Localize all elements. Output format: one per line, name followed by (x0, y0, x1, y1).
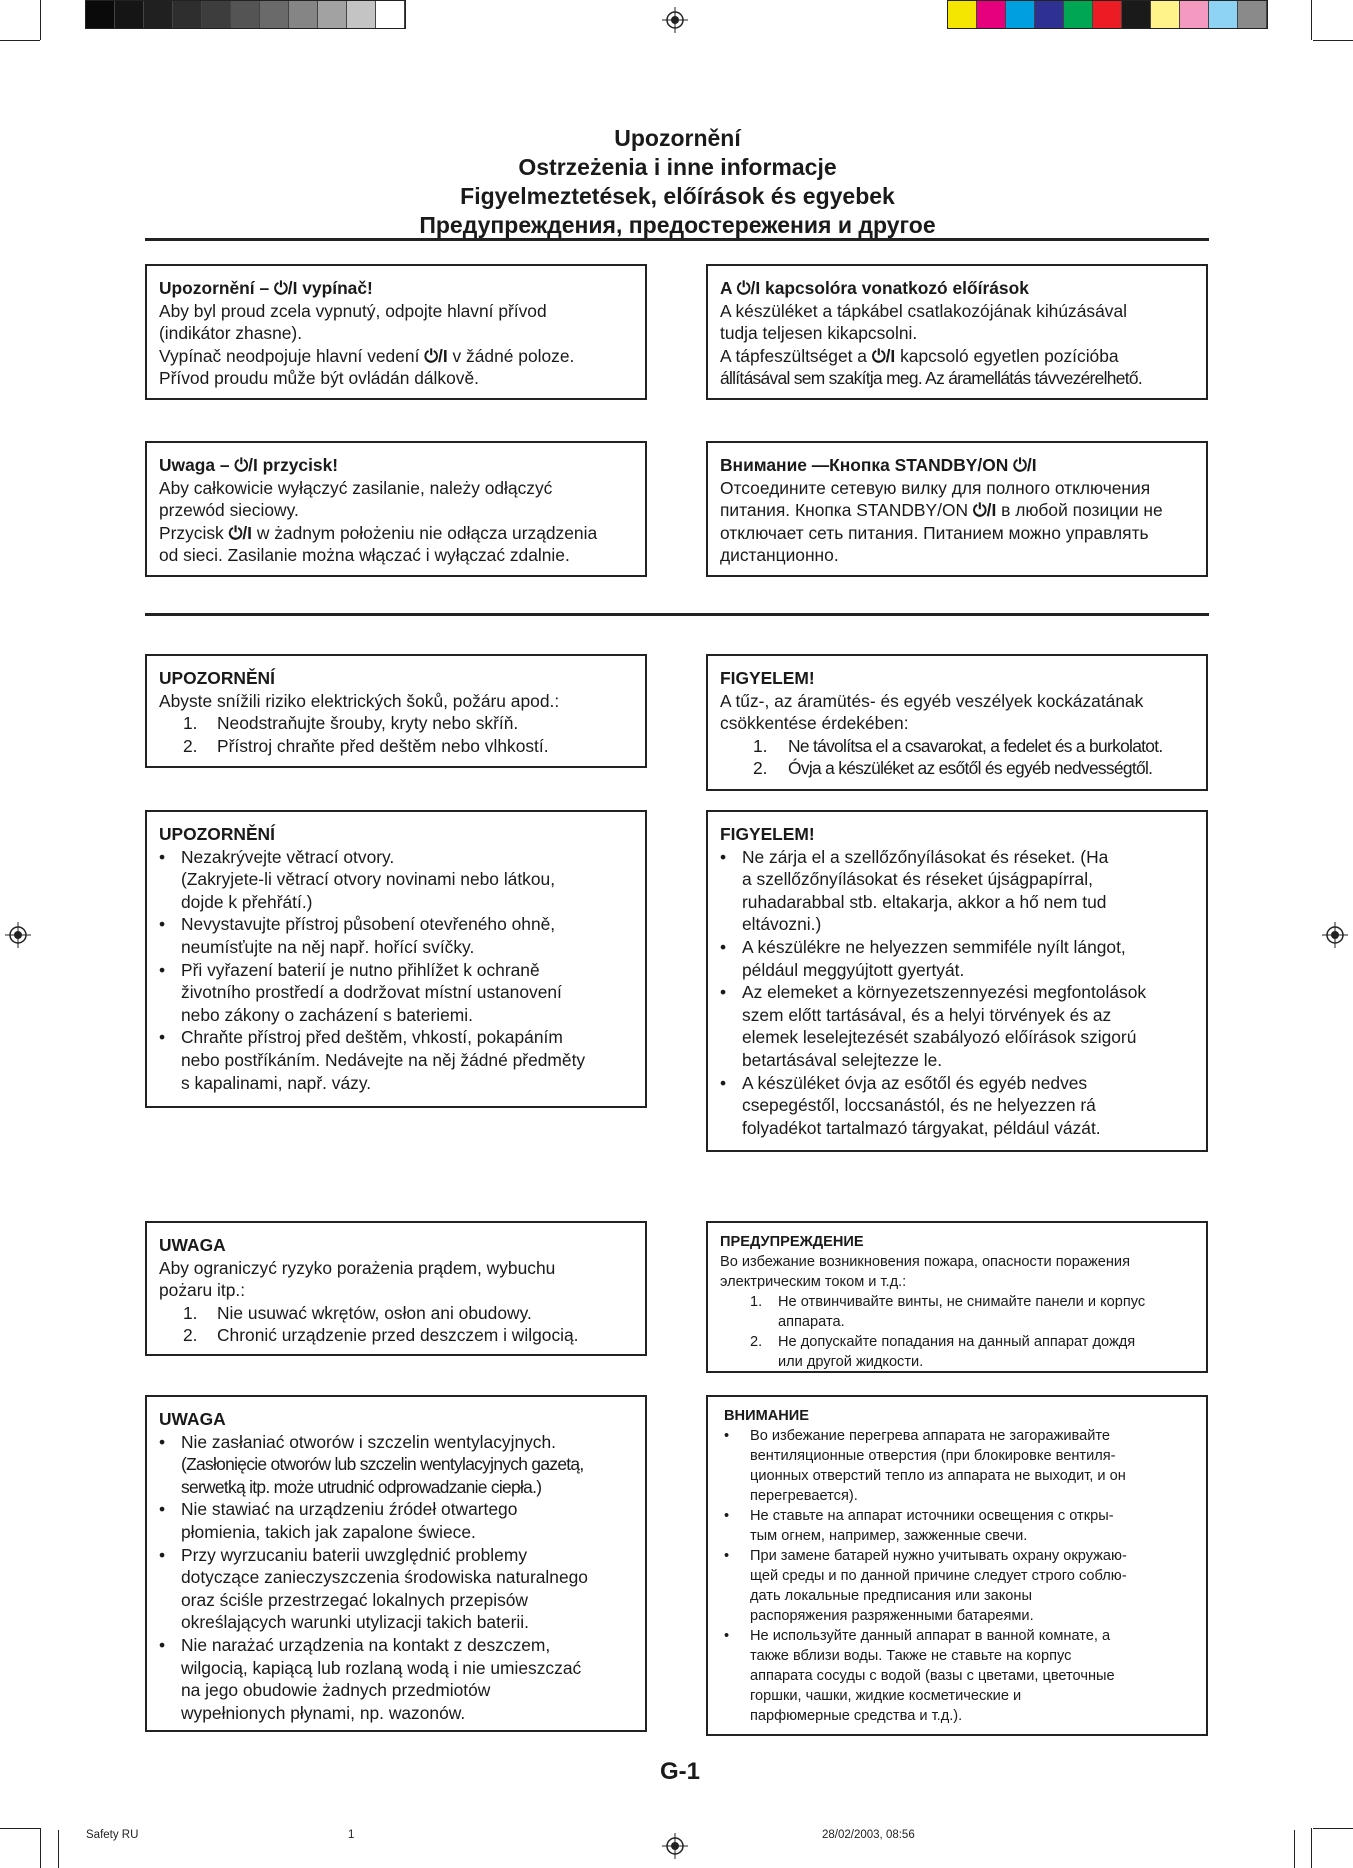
gray-swatch (347, 1, 376, 28)
registration-mark-icon (662, 7, 688, 33)
crop-mark (1313, 1828, 1353, 1829)
page-number: G-1 (660, 1758, 701, 1785)
list-item: • Przy wyrzucaniu baterii uwzględnić problemy dotyczące zanieczyszczenia środowiska naturalnego oraz ściśle przestrzegać lokalnych przepisów określających warunki utylizacji takich baterii. (159, 1544, 588, 1633)
notice-heading: FIGYELEM! (720, 668, 815, 688)
notice-heading: UWAGA (159, 1235, 226, 1255)
pl-warning-box: UWAGA Aby ograniczyć ryzyko porażenia prądem, wybuchu pożaru itp.: 1. Nie usuwać wkrętów, osłon ani obudowy. 2. Chronić urządzenie przed deszczem i wilgocią. (145, 1221, 647, 1356)
hu-warning-box: FIGYELEM! A tűz-, az áramütés- és egyéb veszélyek kockázatának csökkentése érdekében: 1. Ne távolítsa el a csavarokat, a fedelet és a burkolatot. 2. Óvja a készüléket az esőtől és egyéb nedvességtől. (706, 654, 1208, 791)
numbered-list (159, 712, 633, 757)
list-item: • Nezakrývejte větrací otvory. (Zakryjete-li větrací otvory novinami nebo látkou, dojde k přehřátí.) (159, 846, 556, 912)
section-divider (145, 613, 1209, 616)
power-standby-icon: ⏻/I (1013, 455, 1037, 475)
crop-mark (58, 1830, 59, 1868)
list-item: • Nie zasłaniać otworów i szczelin wentylacyjnych. (Zasłonięcie otworów lub szczelin wentylacyjnych gazetą, serwetką itp. może utrudnić odprowadzanie ciepła.) (159, 1431, 584, 1497)
ru-switch-notice: Внимание —Кнопка STANDBY/ON ⏻/I Отсоедините сетевую вилку для полного отключения питания. Кнопка STANDBY/ON ⏻/I в любой позиции не отключает сеть питания. Питанием можно управлять дистанционно. (706, 441, 1208, 577)
notice-heading: UPOZORNĚNÍ (159, 668, 275, 688)
gray-swatch (202, 1, 231, 28)
list-item: 1. Neodstraňujte šrouby, kryty nebo skříň. (183, 713, 519, 734)
color-swatch (1238, 1, 1267, 28)
gray-swatch (260, 1, 289, 28)
power-standby-icon: ⏻/I (228, 522, 252, 543)
numbered-list (159, 1302, 633, 1347)
list-item: 2. Не допускайте попадания на данный аппарат дождя или другой жидкости. (750, 1334, 1136, 1370)
crop-mark (40, 0, 41, 40)
power-standby-icon: ⏻/I (736, 278, 761, 298)
crop-mark (1294, 1830, 1295, 1868)
list-item: 2. Chronić urządzenie przed deszczem i wilgocią. (183, 1325, 579, 1346)
color-swatch (1006, 1, 1035, 28)
footer-page: 1 (348, 1829, 355, 1841)
bullet-list (159, 846, 633, 1095)
list-item: • При замене батарей нужно учитывать охрану окружаю- щей среды и по данной причине следует строго соблю- дать локальные предписания или законы распоряжения разряженными батареями. (724, 1548, 1127, 1624)
ru-warning-box: ПРЕДУПРЕЖДЕНИЕ Во избежание возникновения пожара, опасности поражения электрическим током и т.д.: 1. Не отвинчивайте винты, не снимайте панели и корпус аппарата. 2. Не допускайте попадания на данный аппарат дождя или другой жидкости. (706, 1221, 1208, 1373)
color-swatch (1093, 1, 1122, 28)
notice-heading: A ⏻/I kapcsolóra vonatkozó előírások (720, 278, 1029, 298)
list-item: • Az elemeket a környezetszennyezési megfontolások szem előtt tartásával, és a helyi törvények és az elemek leselejtezését szabályozó előírások szigorú betartásával selejtezze le. (720, 982, 1147, 1070)
pl-switch-notice: Uwaga – ⏻/I przycisk! Aby całkowicie wyłączyć zasilanie, należy odłączyć przewód sieciowy. Przycisk ⏻/I w żadnym położeniu nie odłącza urządzenia od sieci. Zasilanie można włączać i wyłączać zdalnie. (145, 441, 647, 577)
cz-switch-notice: Upozornění – ⏻/I vypínač! Aby byl proud zcela vypnutý, odpojte hlavní přívod (indikátor zhasne). Vypínač neodpojuje hlavní vedení ⏻/I v žádné poloze. Přívod proudu může být ovládán dálkově. (145, 264, 647, 400)
page-title-block (145, 124, 1210, 240)
list-item: 2. Óvja a készüléket az esőtől és egyéb nedvességtől. (753, 758, 1153, 779)
notice-heading: UPOZORNĚNÍ (159, 824, 275, 844)
bullet-list (159, 1431, 633, 1725)
power-standby-icon: ⏻/I (424, 345, 448, 366)
notice-heading: FIGYELEM! (720, 824, 815, 844)
page-title-pl: Ostrzeżenia i inne informacje (518, 154, 837, 180)
title-divider (145, 238, 1209, 241)
crop-mark (0, 40, 40, 41)
list-item: • A készüléket óvja az esőtől és egyéb nedves csepegéstől, loccsanástól, és ne helyezzen rá folyadékot tartalmazó tárgyakat, például vázát. (720, 1072, 1101, 1138)
power-standby-icon: ⏻/I (871, 345, 896, 366)
gray-swatch (318, 1, 347, 28)
color-swatch (1035, 1, 1064, 28)
notice-heading: Uwaga – ⏻/I przycisk! (159, 455, 339, 475)
list-item: • A készülékre ne helyezzen semmiféle nyílt lángot, például meggyújtott gyertyát. (720, 936, 1126, 980)
bullet-list (720, 846, 1194, 1140)
gray-swatch (115, 1, 144, 28)
list-item: • Во избежание перегрева аппарата не загораживайте вентиляционные отверстия (при блокировке вентиля- ционных отверстий тепло из аппарата не выходит, и он перегревается). (724, 1428, 1126, 1504)
list-item: • Не используйте данный аппарат в ванной комнате, а также вблизи воды. Также не ставьте на корпус аппарата сосуды с водой (вазы с цветами, цветочные горшки, чашки, жидкие косметические и парфюмерные средства и т.д.). (724, 1628, 1115, 1724)
list-item: 1. Ne távolítsa el a csavarokat, a fedelet és a burkolatot. (753, 735, 1163, 756)
list-item: 2. Přístroj chraňte před deštěm nebo vlhkostí. (183, 735, 549, 756)
list-item: • Nevystavujte přístroj působení otevřeného ohně, neumísťujte na něj např. hořící svíčky. (159, 914, 556, 957)
footer-file-name: Safety RU (86, 1829, 139, 1841)
notice-heading: Внимание —Кнопка STANDBY/ON ⏻/I (720, 455, 1037, 475)
numbered-list (720, 1292, 1194, 1372)
list-item: • Nie narażać urządzenia na kontakt z deszczem, wilgocią, kapiącą lub rozlaną wodą i nie umieszczać na jego obudowie żadnych przedmiotów wypełnionych płynami, np. wazonów. (159, 1634, 582, 1723)
hu-switch-notice: A ⏻/I kapcsolóra vonatkozó előírások A készüléket a tápkábel csatlakozójának kihúzásával tudja teljesen kikapcsolni. A tápfeszültséget a ⏻/I kapcsoló egyetlen pozícióba állításával sem szakítja meg. Az áramellátás távvezérelhető. (706, 264, 1208, 400)
list-item: • Chraňte přístroj před deštěm, vhkostí, pokapáním nebo postříkáním. Nedávejte na něj žádné předměty s kapalinami, např. vázy. (159, 1027, 586, 1093)
color-swatch (1209, 1, 1238, 28)
color-swatch (1064, 1, 1093, 28)
list-item: • Nie stawiać na urządzeniu źródeł otwartego płomienia, takich jak zapalone świece. (159, 1499, 518, 1542)
page-title-hu: Figyelmeztetések, előírások és egyebek (460, 183, 895, 209)
page-title-cz: Upozornění (614, 125, 741, 151)
cz-warning-box: UPOZORNĚNÍ Abyste snížili riziko elektrických šoků, požáru apod.: 1. Neodstraňujte šrouby, kryty nebo skříň. 2. Přístroj chraňte před deštěm nebo vlhkostí. (145, 654, 647, 768)
color-swatch (948, 1, 977, 28)
crop-mark (40, 1828, 41, 1868)
power-standby-icon: ⏻/I (234, 455, 258, 475)
gray-swatch (173, 1, 202, 28)
gray-swatch (376, 1, 405, 28)
cz-caution-box (145, 810, 647, 1108)
color-swatch (1180, 1, 1209, 28)
notice-heading: UWAGA (159, 1409, 226, 1429)
pl-caution-box (145, 1395, 647, 1732)
color-swatch (1151, 1, 1180, 28)
list-item: 1. Nie usuwać wkrętów, osłon ani obudowy. (183, 1302, 532, 1323)
page-title-ru: Предупреждения, предостережения и другое (419, 212, 936, 238)
gray-swatch (144, 1, 173, 28)
registration-mark-icon (5, 922, 31, 948)
ru-caution-box (706, 1395, 1208, 1736)
notice-heading: ВНИМАНИЕ (724, 1408, 810, 1424)
list-item: • Při vyřazení baterií je nutno přihlížet k ochraně životního prostředí a dodržovat místní ustanovení nebo zákony o zacházení s bateriemi. (159, 959, 562, 1025)
list-item: 1. Не отвинчивайте винты, не снимайте панели и корпус аппарата. (750, 1294, 1146, 1330)
registration-mark-icon (1322, 922, 1348, 948)
color-calibration-bar (947, 0, 1268, 29)
notice-heading: ПРЕДУПРЕЖДЕНИЕ (720, 1234, 864, 1250)
crop-mark (0, 1828, 40, 1829)
crop-mark (1313, 40, 1353, 41)
grayscale-calibration-bar (85, 0, 406, 29)
gray-swatch (289, 1, 318, 28)
bullet-list (720, 1426, 1194, 1726)
footer-date: 28/02/2003, 08:56 (822, 1829, 915, 1841)
notice-heading: Upozornění – ⏻/I vypínač! (159, 278, 373, 298)
crop-mark (1311, 1828, 1312, 1868)
color-swatch (977, 1, 1006, 28)
registration-mark-icon (662, 1833, 688, 1859)
list-item: • Не ставьте на аппарат источники освещения с откры- тым огнем, например, зажженные свечи. (724, 1508, 1114, 1544)
numbered-list (720, 735, 1194, 780)
gray-swatch (86, 1, 115, 28)
power-standby-icon: ⏻/I (972, 500, 997, 521)
crop-mark (1311, 0, 1312, 40)
power-standby-icon: ⏻/I (274, 278, 298, 298)
color-swatch (1122, 1, 1151, 28)
gray-swatch (231, 1, 260, 28)
list-item: • Ne zárja el a szellőzőnyílásokat és réseket. (Ha a szellőzőnyílásokat és réseket újságpapírral, ruhadarabbal stb. eltakarja, akkor a hő nem tud eltávozni.) (720, 846, 1109, 935)
hu-caution-box (706, 810, 1208, 1152)
